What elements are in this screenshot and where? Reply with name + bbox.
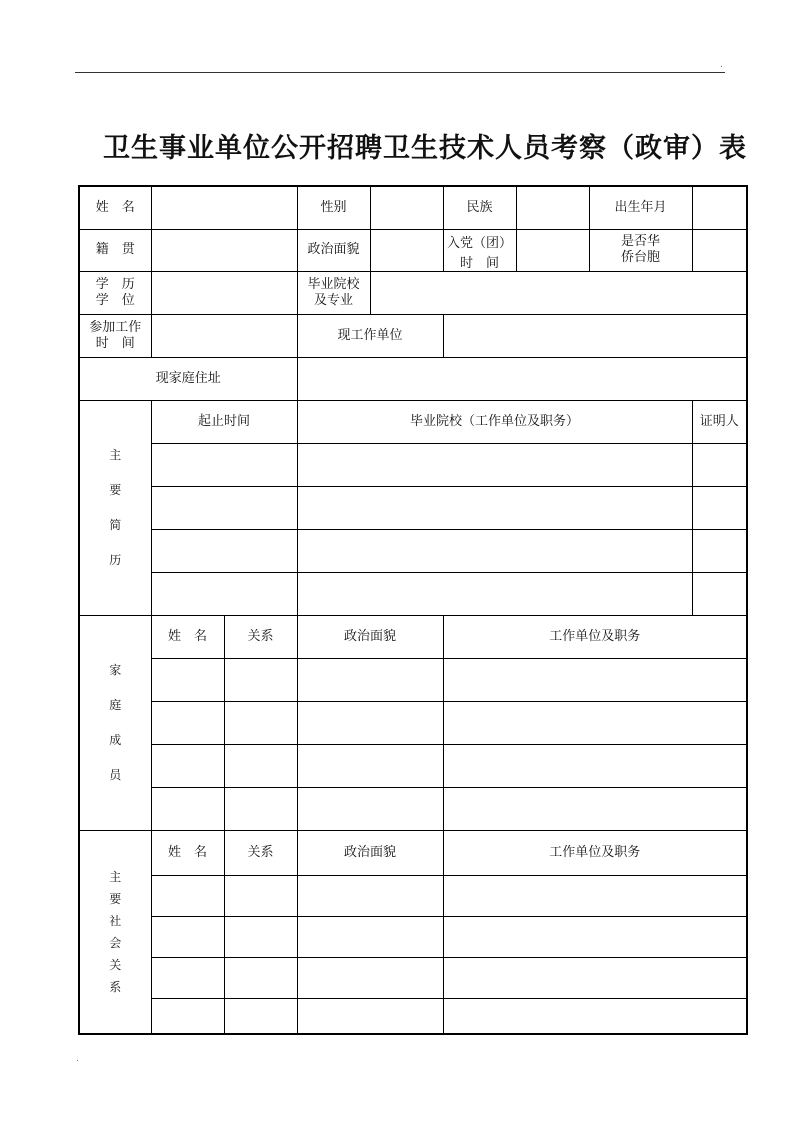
gender-field[interactable] <box>370 186 443 229</box>
current-employer-field[interactable] <box>443 314 747 357</box>
overseas-label-line2: 侨台胞 <box>621 250 661 265</box>
education-label-line1: 学 历 <box>95 276 135 292</box>
social-section-text: 主要社会关系 <box>109 869 122 994</box>
social-section-label <box>79 830 151 1034</box>
social-political-cell[interactable] <box>297 875 443 916</box>
home-address-field[interactable] <box>297 357 747 400</box>
family-political-cell[interactable] <box>297 658 443 701</box>
school-label <box>297 271 370 314</box>
family-relation-cell[interactable] <box>224 658 297 701</box>
family-col-relation: 关系 <box>224 615 297 658</box>
social-name-cell[interactable] <box>151 957 224 998</box>
social-name-cell[interactable] <box>151 875 224 916</box>
resume-witness-cell[interactable] <box>692 529 747 572</box>
overseas-label-line1: 是否华 <box>621 234 661 249</box>
social-relation-cell[interactable] <box>224 875 297 916</box>
home-address-label: 现家庭住址 <box>79 357 297 400</box>
social-political-cell[interactable] <box>297 998 443 1034</box>
ethnicity-field[interactable] <box>516 186 589 229</box>
family-name-cell[interactable] <box>151 658 224 701</box>
family-employer-cell[interactable] <box>443 744 747 787</box>
resume-period-cell[interactable] <box>151 572 297 615</box>
family-row <box>79 744 747 787</box>
native-place-label: 籍 贯 <box>79 229 151 271</box>
social-name-cell[interactable] <box>151 916 224 957</box>
party-join-label-line2: 时 间 <box>459 256 499 268</box>
work-start-label-line1: 参加工作 <box>89 319 142 335</box>
work-start-label <box>79 314 151 357</box>
birth-field[interactable] <box>692 186 747 229</box>
resume-col-school: 毕业院校（工作单位及职务） <box>297 400 692 443</box>
family-row <box>79 787 747 830</box>
family-section-label <box>79 615 151 830</box>
social-col-relation: 关系 <box>224 830 297 875</box>
resume-col-period: 起止时间 <box>151 400 297 443</box>
family-name-cell[interactable] <box>151 744 224 787</box>
family-relation-cell[interactable] <box>224 787 297 830</box>
work-start-label-line2: 时 间 <box>95 335 135 351</box>
social-political-cell[interactable] <box>297 957 443 998</box>
overseas-label <box>589 229 692 271</box>
resume-section-label <box>79 400 151 615</box>
family-name-cell[interactable] <box>151 701 224 744</box>
resume-witness-cell[interactable] <box>692 443 747 486</box>
resume-school-cell[interactable] <box>297 443 692 486</box>
resume-witness-cell[interactable] <box>692 486 747 529</box>
social-political-cell[interactable] <box>297 916 443 957</box>
education-field[interactable] <box>151 271 297 314</box>
family-employer-cell[interactable] <box>443 658 747 701</box>
name-label: 姓 名 <box>79 186 151 229</box>
social-name-cell[interactable] <box>151 998 224 1034</box>
family-relation-cell[interactable] <box>224 701 297 744</box>
page-title: 卫生事业单位公开招聘卫生技术人员考察（政审）表 <box>103 133 747 164</box>
social-employer-cell[interactable] <box>443 916 747 957</box>
header-mark: . <box>720 60 723 70</box>
overseas-field[interactable] <box>692 229 747 271</box>
family-employer-cell[interactable] <box>443 787 747 830</box>
family-political-cell[interactable] <box>297 787 443 830</box>
social-relation-cell[interactable] <box>224 957 297 998</box>
resume-period-cell[interactable] <box>151 443 297 486</box>
resume-witness-cell[interactable] <box>692 572 747 615</box>
birth-label: 出生年月 <box>589 186 692 229</box>
social-col-employer: 工作单位及职务 <box>443 830 747 875</box>
political-status-label: 政治面貌 <box>297 229 370 271</box>
family-political-cell[interactable] <box>297 701 443 744</box>
family-row <box>79 701 747 744</box>
education-label <box>79 271 151 314</box>
resume-school-cell[interactable] <box>297 486 692 529</box>
resume-row <box>79 486 747 529</box>
social-row <box>79 916 747 957</box>
native-place-field[interactable] <box>151 229 297 271</box>
resume-period-cell[interactable] <box>151 486 297 529</box>
social-row <box>79 875 747 916</box>
resume-row <box>79 572 747 615</box>
social-employer-cell[interactable] <box>443 875 747 916</box>
social-col-political: 政治面貌 <box>297 830 443 875</box>
social-row <box>79 998 747 1034</box>
name-field[interactable] <box>151 186 297 229</box>
current-employer-label: 现工作单位 <box>297 314 443 357</box>
review-form-table <box>78 185 748 1035</box>
resume-period-cell[interactable] <box>151 529 297 572</box>
footer-mark: . <box>76 1054 79 1064</box>
header-rule <box>75 72 725 73</box>
political-status-field[interactable] <box>370 229 443 271</box>
party-join-field[interactable] <box>516 229 589 271</box>
family-col-name: 姓 名 <box>151 615 224 658</box>
family-political-cell[interactable] <box>297 744 443 787</box>
resume-section-text: 主要简历 <box>109 447 122 567</box>
school-label-line2: 及专业 <box>313 292 353 308</box>
family-relation-cell[interactable] <box>224 744 297 787</box>
work-start-field[interactable] <box>151 314 297 357</box>
school-label-line1: 毕业院校 <box>307 276 360 292</box>
social-employer-cell[interactable] <box>443 957 747 998</box>
family-name-cell[interactable] <box>151 787 224 830</box>
resume-school-cell[interactable] <box>297 572 692 615</box>
school-field[interactable] <box>370 271 747 314</box>
ethnicity-label: 民族 <box>443 186 516 229</box>
family-col-political: 政治面貌 <box>297 615 443 658</box>
gender-label: 性别 <box>297 186 370 229</box>
social-row <box>79 957 747 998</box>
resume-school-cell[interactable] <box>297 529 692 572</box>
party-join-label-line1: 入党（团） <box>446 236 512 251</box>
family-employer-cell[interactable] <box>443 701 747 744</box>
social-relation-cell[interactable] <box>224 916 297 957</box>
social-relation-cell[interactable] <box>224 998 297 1034</box>
resume-row <box>79 529 747 572</box>
resume-row <box>79 443 747 486</box>
social-employer-cell[interactable] <box>443 998 747 1034</box>
family-row <box>79 658 747 701</box>
family-col-employer: 工作单位及职务 <box>443 615 747 658</box>
education-label-line2: 学 位 <box>95 292 135 308</box>
social-col-name: 姓 名 <box>151 830 224 875</box>
resume-col-witness: 证明人 <box>692 400 747 443</box>
family-section-text: 家庭成员 <box>109 662 122 782</box>
party-join-label <box>443 229 516 271</box>
